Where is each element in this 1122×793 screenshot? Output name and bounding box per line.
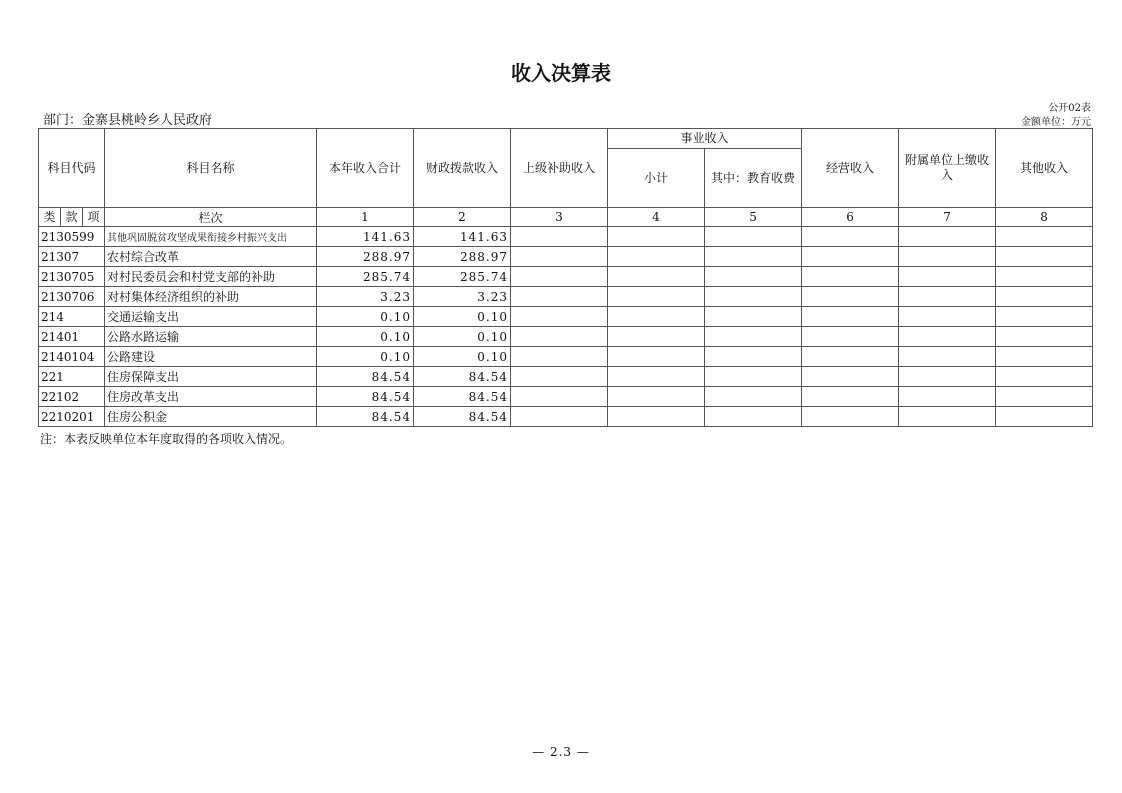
row-name: 住房公积金 <box>105 407 317 427</box>
column-number: 7 <box>899 208 996 227</box>
table-row <box>39 327 1093 347</box>
column-index-kuan: 款 <box>61 208 83 226</box>
row-total: 84.54 <box>317 407 414 427</box>
row-fiscal: 288.97 <box>414 247 511 267</box>
column-index-type <box>39 208 105 227</box>
table-row <box>39 387 1093 407</box>
column-number: 6 <box>802 208 899 227</box>
row-total: 288.97 <box>317 247 414 267</box>
row-name: 对村民委员会和村党支部的补助 <box>105 267 317 287</box>
row-fiscal: 0.10 <box>414 307 511 327</box>
department-label: 部门：金寨县桃岭乡人民政府 <box>43 113 213 128</box>
row-name: 公路建设 <box>105 347 317 367</box>
row-code: 221 <box>39 367 105 387</box>
row-fiscal: 0.10 <box>414 327 511 347</box>
table-row <box>39 227 1093 247</box>
row-name: 其他巩固脱贫攻坚成果衔接乡村振兴支出 <box>105 227 317 247</box>
row-total: 84.54 <box>317 387 414 407</box>
table-row <box>39 247 1093 267</box>
header-total: 本年收入合计 <box>317 129 414 208</box>
row-total: 84.54 <box>317 367 414 387</box>
row-name: 农村综合改革 <box>105 247 317 267</box>
row-total: 285.74 <box>317 267 414 287</box>
row-fiscal: 0.10 <box>414 347 511 367</box>
row-name: 对村集体经济组织的补助 <box>105 287 317 307</box>
row-code: 21401 <box>39 327 105 347</box>
row-code: 2130705 <box>39 267 105 287</box>
row-name: 住房保障支出 <box>105 367 317 387</box>
row-total: 0.10 <box>317 327 414 347</box>
header-other: 其他收入 <box>996 129 1093 208</box>
column-number: 1 <box>317 208 414 227</box>
row-fiscal: 84.54 <box>414 387 511 407</box>
row-total: 0.10 <box>317 307 414 327</box>
row-code: 22102 <box>39 387 105 407</box>
row-code: 2210201 <box>39 407 105 427</box>
table-row <box>39 267 1093 287</box>
table-row <box>39 347 1093 367</box>
header-name: 科目名称 <box>105 129 317 208</box>
row-fiscal: 285.74 <box>414 267 511 287</box>
header-superior: 上级补助收入 <box>511 129 608 208</box>
page-title: 收入决算表 <box>511 61 611 85</box>
header-code: 科目代码 <box>39 129 105 208</box>
header-education: 其中：教育收费 <box>705 149 802 208</box>
form-number: 公开02表 <box>1048 103 1091 114</box>
row-name: 交通运输支出 <box>105 307 317 327</box>
header-subtotal: 小计 <box>608 149 705 208</box>
row-code: 2130599 <box>39 227 105 247</box>
row-code: 2140104 <box>39 347 105 367</box>
header-operating: 经营收入 <box>802 129 899 208</box>
header-affiliated: 附属单位上缴收入 <box>899 129 996 208</box>
row-fiscal: 84.54 <box>414 407 511 427</box>
row-total: 3.23 <box>317 287 414 307</box>
column-index-lanci: 栏次 <box>105 208 317 227</box>
row-name: 住房改革支出 <box>105 387 317 407</box>
table-row <box>39 407 1093 427</box>
row-total: 0.10 <box>317 347 414 367</box>
header-business: 事业收入 <box>608 129 802 149</box>
table-row <box>39 367 1093 387</box>
row-total: 141.63 <box>317 227 414 247</box>
column-number: 5 <box>705 208 802 227</box>
row-fiscal: 141.63 <box>414 227 511 247</box>
column-index-xiang: 项 <box>87 210 100 224</box>
row-fiscal: 3.23 <box>414 287 511 307</box>
table-note: 注：本表反映单位本年度取得的各项收入情况。 <box>40 432 293 446</box>
table-row <box>39 307 1093 327</box>
table-row <box>39 287 1093 307</box>
column-number: 3 <box>511 208 608 227</box>
page-number: — 2.3 — <box>532 745 590 759</box>
header-fiscal: 财政拨款收入 <box>414 129 511 208</box>
row-code: 2130706 <box>39 287 105 307</box>
column-number: 4 <box>608 208 705 227</box>
amount-unit: 金额单位：万元 <box>1021 117 1091 128</box>
row-code: 214 <box>39 307 105 327</box>
column-number: 8 <box>996 208 1093 227</box>
column-number: 2 <box>414 208 511 227</box>
row-code: 21307 <box>39 247 105 267</box>
income-table <box>38 128 1093 427</box>
row-fiscal: 84.54 <box>414 367 511 387</box>
column-index-lei: 类 <box>39 208 61 226</box>
row-name: 公路水路运输 <box>105 327 317 347</box>
